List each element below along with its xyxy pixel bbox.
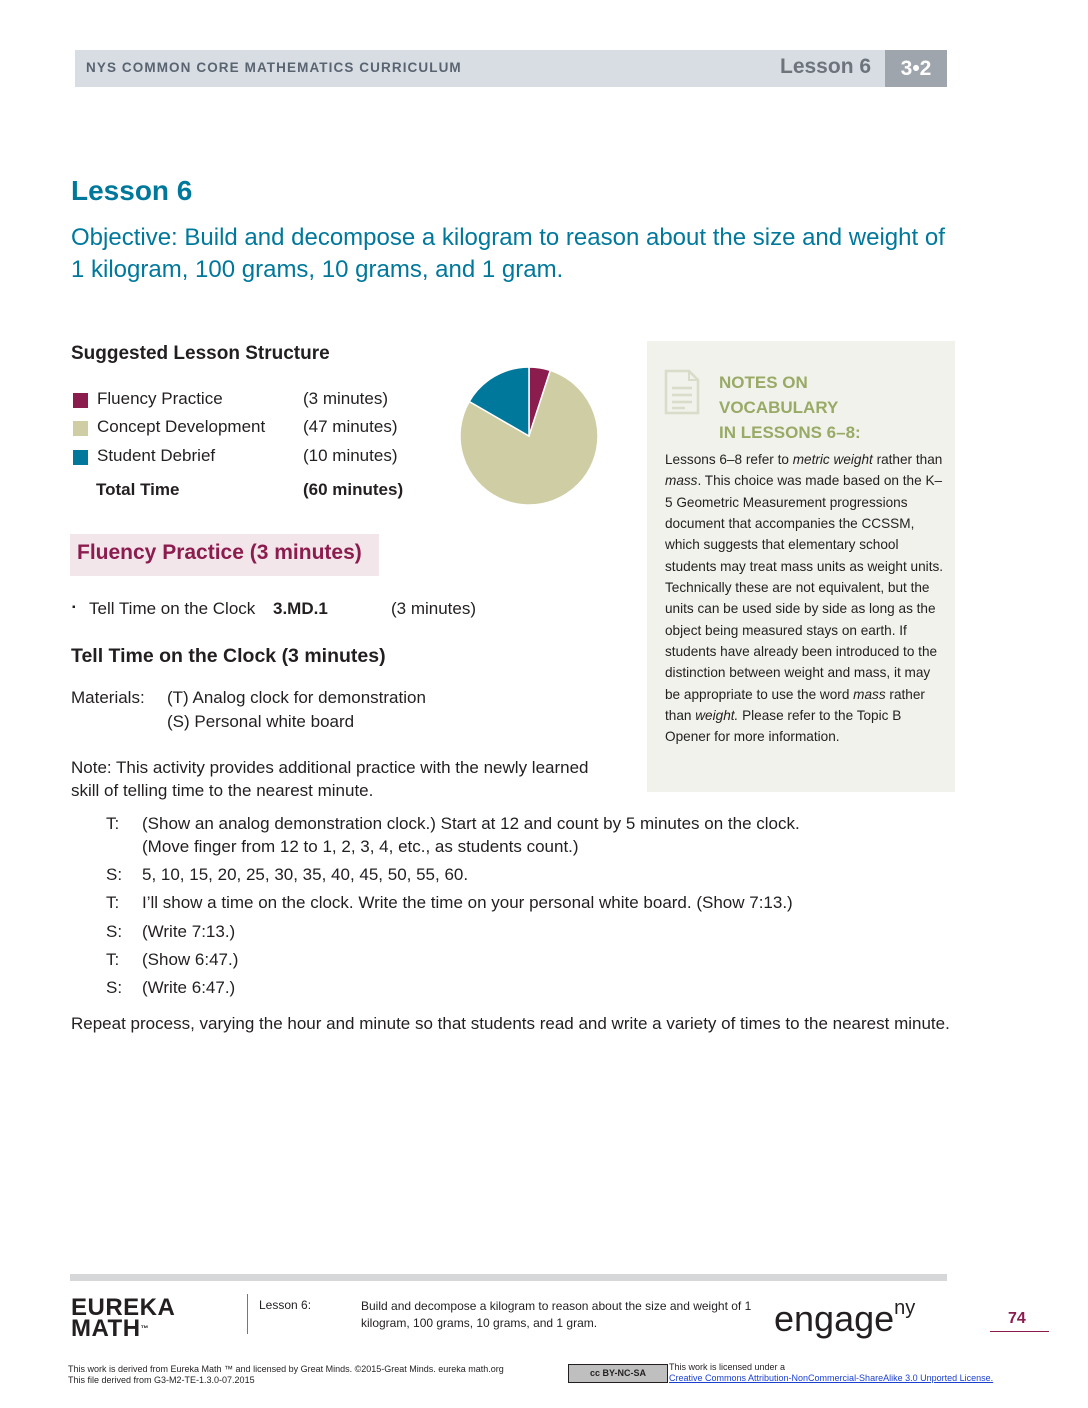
notes-text: . This choice was made based on the K–5 Geometric Measurement progressions document that accompanies the CCSSM, which suggests that elementary school students may treat mass units as weight units. Technically these are not equivalent, but the units can be used side by side as long as the object being measured stays on earth. If students have already been introduced to the distinction between weight and mass, it may be appropriate to use the word — [665, 473, 944, 702]
dialogue-speaker: S: — [106, 865, 123, 884]
structure-item-time: (10 minutes) — [303, 446, 398, 465]
notes-text: Please refer to the Topic B Opener for more information. — [665, 708, 902, 745]
total-time-value: (60 minutes) — [303, 480, 404, 499]
lesson-structure-pie-chart — [458, 365, 600, 507]
legend-swatch — [73, 421, 88, 436]
license-text — [669, 1362, 993, 1384]
repeat-instructions: Repeat process, varying the hour and minute so that students read and write a variety of times to the nearest minute. — [71, 1014, 950, 1033]
dialogue-speaker: T: — [106, 814, 120, 833]
notes-emphasis: weight. — [695, 708, 739, 724]
logo-superscript: ny — [894, 1297, 916, 1319]
fluency-item: Tell Time on the Clock — [89, 599, 256, 618]
logo-line: EUREKA — [71, 1294, 176, 1321]
footer-objective: Build and decompose a kilogram to reason about the size and weight of 1 kilogram, 100 grams, 10 grams, and 1 gram. — [361, 1299, 752, 1330]
materials-item: (T) Analog clock for demonstration — [167, 688, 426, 707]
fluency-item-time: (3 minutes) — [391, 599, 477, 618]
legend-swatch — [73, 393, 88, 408]
dialogue-text: (Write 6:47.) — [142, 978, 236, 997]
activity-note: Note: This activity provides additional practice with the newly learned skill of telling time to the nearest minute. — [71, 758, 589, 800]
structure-item-label: Fluency Practice — [97, 389, 223, 408]
credit-text — [68, 1364, 504, 1386]
dialogue-text: I’ll show a time on the clock. Write the time on your personal white board. (Show 7:13.) — [142, 893, 793, 912]
dialogue-speaker: S: — [106, 978, 123, 997]
header-lesson-label: Lesson 6 — [780, 55, 872, 78]
dialogue-text: (Move finger from 12 to 1, 2, 3, 4, etc., as students count.) — [142, 837, 579, 856]
logo-line — [71, 1315, 175, 1342]
page-number-underline — [990, 1331, 1049, 1332]
structure-heading: Suggested Lesson Structure — [71, 343, 330, 364]
notes-emphasis: metric weight — [792, 452, 873, 467]
curriculum-title: NYS COMMON CORE MATHEMATICS CURRICULUM — [86, 60, 462, 75]
logo-word: engage — [774, 1298, 895, 1339]
logo-trademark: ™ — [140, 1324, 150, 1333]
structure-item-time: (3 minutes) — [303, 389, 389, 408]
materials-label: Materials: — [71, 688, 145, 707]
page-number: 74 — [1008, 1310, 1026, 1327]
notes-emphasis: mass — [665, 473, 698, 489]
eureka-math-logo — [71, 1294, 176, 1342]
notes-heading: NOTES ON VOCABULARY IN LESSONS 6–8: — [719, 373, 861, 442]
lesson-objective: Objective: Build and decompose a kilogram to reason about the size and weight of 1 kilogram, 100 grams, 10 grams, and 1 gram. — [71, 224, 945, 283]
dialogue-speaker: S: — [106, 922, 123, 941]
document-icon — [663, 368, 701, 416]
total-time-label: Total Time — [96, 480, 180, 499]
legend-swatch — [73, 450, 88, 465]
notes-body — [665, 449, 947, 748]
credit-line: This work is derived from Eureka Math ™ and licensed by Great Minds. ©2015-Great Minds. eureka math.org — [68, 1364, 504, 1374]
module-badge: 3•2 — [885, 50, 947, 87]
activity-heading: Tell Time on the Clock (3 minutes) — [71, 645, 386, 667]
dialogue-speaker: T: — [106, 950, 120, 969]
structure-item-time: (47 minutes) — [303, 417, 398, 436]
license-link[interactable]: Creative Commons Attribution-NonCommercial-ShareAlike 3.0 Unported License. — [669, 1373, 994, 1383]
footer-rule — [70, 1274, 947, 1281]
dialogue-text: (Write 7:13.) — [142, 922, 236, 941]
fluency-standard: 3.MD.1 — [273, 599, 328, 618]
footer-divider — [247, 1294, 248, 1334]
notes-text: Lessons 6–8 refer to — [665, 452, 793, 467]
logo-word: MATH — [71, 1315, 141, 1342]
fluency-heading: Fluency Practice (3 minutes) — [77, 541, 362, 564]
bullet-icon: ▪ — [72, 602, 76, 613]
cc-license-badge[interactable]: cc BY-NC-SA — [568, 1364, 668, 1383]
footer-lesson-label: Lesson 6: — [259, 1298, 312, 1312]
notes-text: rather than — [665, 686, 925, 724]
dialogue-text: (Show 6:47.) — [142, 950, 239, 969]
engageny-logo — [774, 1298, 915, 1340]
structure-item-label: Student Debrief — [97, 446, 216, 465]
dialogue-text: (Show an analog demonstration clock.) Start at 12 and count by 5 minutes on the clock. — [142, 814, 800, 833]
notes-text: rather than — [872, 452, 943, 467]
notes-emphasis: mass — [853, 686, 886, 702]
materials-item: (S) Personal white board — [167, 712, 355, 731]
license-line: This work is licensed under a — [669, 1362, 786, 1372]
dialogue-speaker: T: — [106, 893, 120, 912]
credit-line: This file derived from G3-M2-TE-1.3.0-07.2015 — [68, 1375, 255, 1385]
dialogue-text: 5, 10, 15, 20, 25, 30, 35, 40, 45, 50, 55, 60. — [142, 865, 469, 884]
structure-item-label: Concept Development — [97, 417, 266, 436]
lesson-title: Lesson 6 — [71, 175, 193, 206]
